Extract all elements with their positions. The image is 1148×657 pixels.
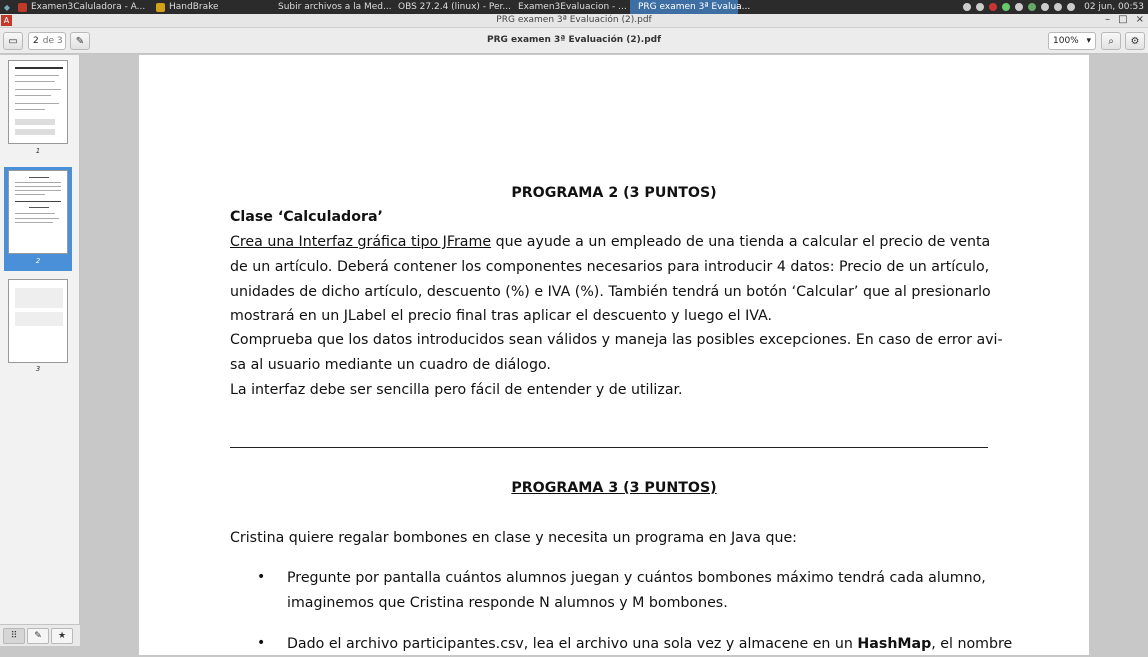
class-title: Clase ‘Calculadora’ xyxy=(230,209,383,225)
dropbox-icon[interactable] xyxy=(976,3,984,11)
zoom-value: 100% xyxy=(1053,36,1079,46)
bookmarks-view-button[interactable] xyxy=(51,628,73,644)
paragraph-text: que ayude a un empleado de una tienda a calcular el precio de venta xyxy=(491,234,991,250)
document-viewer[interactable] xyxy=(81,55,1148,652)
system-taskbar xyxy=(0,0,1148,14)
paragraph-line: mostrará en un JLabel el precio final tras aplicar el descuento y luego el IVA. xyxy=(230,308,773,324)
paragraph-line: unidades de dicho artículo, descuento (%) e IVA (%). También tendrá un botón ‘Calcular’ que al presionarlo xyxy=(230,284,991,300)
task-item-pdf-viewer[interactable] xyxy=(630,0,751,14)
maximize-icon[interactable]: □ xyxy=(1118,14,1128,25)
zoom-select[interactable] xyxy=(1048,32,1096,50)
paragraph-line: Cristina quiere regalar bombones en clase y necesita un programa en Java que: xyxy=(230,530,797,546)
thumbnail-number: 3 xyxy=(35,365,41,373)
thumbnail-sidebar xyxy=(0,55,80,646)
chevron-down-icon: ▾ xyxy=(1086,36,1091,46)
bluetooth-icon[interactable] xyxy=(1041,3,1049,11)
underlined-text: Crea una Interfaz gráfica tipo JFrame xyxy=(230,234,492,250)
thumbnail-image xyxy=(8,279,68,363)
document-title: PRG examen 3ª Evaluación (2).pdf xyxy=(486,35,662,45)
window-title: PRG examen 3ª Evaluación (2).pdf xyxy=(496,15,652,25)
current-page: 2 xyxy=(33,36,39,46)
thumbnail-number: 1 xyxy=(35,147,41,155)
pencil-icon: ✎ xyxy=(34,630,42,641)
task-label: HandBrake xyxy=(169,2,219,12)
horizontal-rule xyxy=(230,447,988,448)
system-tray xyxy=(963,0,1148,14)
viewer-toolbar xyxy=(0,28,1148,54)
heading-text: PROGRAMA 3 (3 PUNTOS) xyxy=(511,480,717,496)
notification-icon[interactable] xyxy=(963,3,971,11)
search-icon: ⌕ xyxy=(1108,35,1114,47)
list-item xyxy=(287,632,1012,657)
page-thumbnail-3[interactable] xyxy=(4,277,72,377)
pencil-icon: ✎ xyxy=(75,35,85,47)
grid-icon: ⠿ xyxy=(10,630,18,641)
shield-icon[interactable] xyxy=(1028,3,1036,11)
pdf-page xyxy=(139,55,1089,655)
task-item-obs[interactable] xyxy=(390,0,510,14)
cloud-icon[interactable] xyxy=(1015,3,1023,11)
window-titlebar xyxy=(0,14,1148,28)
sidebar-footer xyxy=(0,624,80,646)
handbrake-icon xyxy=(156,3,165,12)
task-label: OBS 27.2.4 (linux) - Per... xyxy=(398,2,511,12)
list-item: imaginemos que Cristina responde N alumnos y M bombones. xyxy=(287,595,728,611)
bold-text: HashMap xyxy=(857,636,932,652)
paragraph-line: Comprueba que los datos introducidos sean válidos y maneja las posibles excepciones. En caso de error avi- xyxy=(230,332,1003,348)
paragraph-line: La interfaz debe ser sencilla pero fácil de entender y de utilizar. xyxy=(230,382,683,398)
thumbnails-view-button[interactable] xyxy=(3,628,25,644)
app-icon xyxy=(18,3,27,12)
task-item-calculadora[interactable] xyxy=(14,0,152,14)
heading-programa-2: PROGRAMA 2 (3 PUNTOS) xyxy=(511,185,717,201)
thumbnail-number: 2 xyxy=(35,257,41,265)
task-label: Subir archivos a la Med... xyxy=(278,2,392,12)
app-icon: A xyxy=(1,15,12,26)
wifi-icon[interactable] xyxy=(1054,3,1062,11)
minimize-icon[interactable]: – xyxy=(1105,14,1111,25)
sidebar-icon: ▭ xyxy=(8,35,18,47)
close-icon[interactable]: × xyxy=(1135,14,1144,25)
paragraph-line: sa al usuario mediante un cuadro de diálogo. xyxy=(230,357,551,373)
bullet-icon: • xyxy=(257,569,266,585)
task-label: Examen3Evaluacion - ... xyxy=(518,2,627,12)
page-count: de 3 xyxy=(42,36,63,46)
update-icon[interactable] xyxy=(1002,3,1010,11)
page-thumbnail-1[interactable] xyxy=(4,58,72,160)
thumbnail-image xyxy=(8,170,68,254)
settings-button[interactable] xyxy=(1125,32,1145,50)
bullet-icon: • xyxy=(257,635,266,651)
list-item-text: Dado el archivo participantes.csv, lea el archivo una sola vez y almacene en un xyxy=(287,636,858,652)
task-item-handbrake[interactable] xyxy=(152,0,270,14)
task-label: PRG examen 3ª Evalua... xyxy=(638,2,751,12)
clock[interactable]: 02 jun, 00:53 xyxy=(1084,2,1144,12)
app-menu-icon[interactable]: ◆ xyxy=(3,2,11,12)
task-label: Examen3Caluladora - A... xyxy=(31,2,146,12)
gear-icon: ⚙ xyxy=(1130,35,1140,47)
volume-icon[interactable] xyxy=(1067,3,1075,11)
annotations-view-button[interactable] xyxy=(27,628,49,644)
thumbnail-image xyxy=(8,60,68,144)
task-item-browser[interactable] xyxy=(270,0,390,14)
record-icon[interactable] xyxy=(989,3,997,11)
paragraph-line: de un artículo. Deberá contener los componentes necesarios para introducir 4 datos: Precio de un artículo, xyxy=(230,259,990,275)
heading-programa-3 xyxy=(139,476,1089,501)
task-item-examen3evaluacion[interactable] xyxy=(510,0,630,14)
paragraph-line xyxy=(230,230,990,255)
page-thumbnail-2[interactable] xyxy=(4,167,72,271)
search-button[interactable] xyxy=(1101,32,1121,50)
star-icon: ★ xyxy=(57,630,67,641)
list-item-text: , el nombre xyxy=(931,636,1013,652)
list-item: Pregunte por pantalla cuántos alumnos juegan y cuántos bombones máximo tendrá cada alumno, xyxy=(287,570,986,586)
